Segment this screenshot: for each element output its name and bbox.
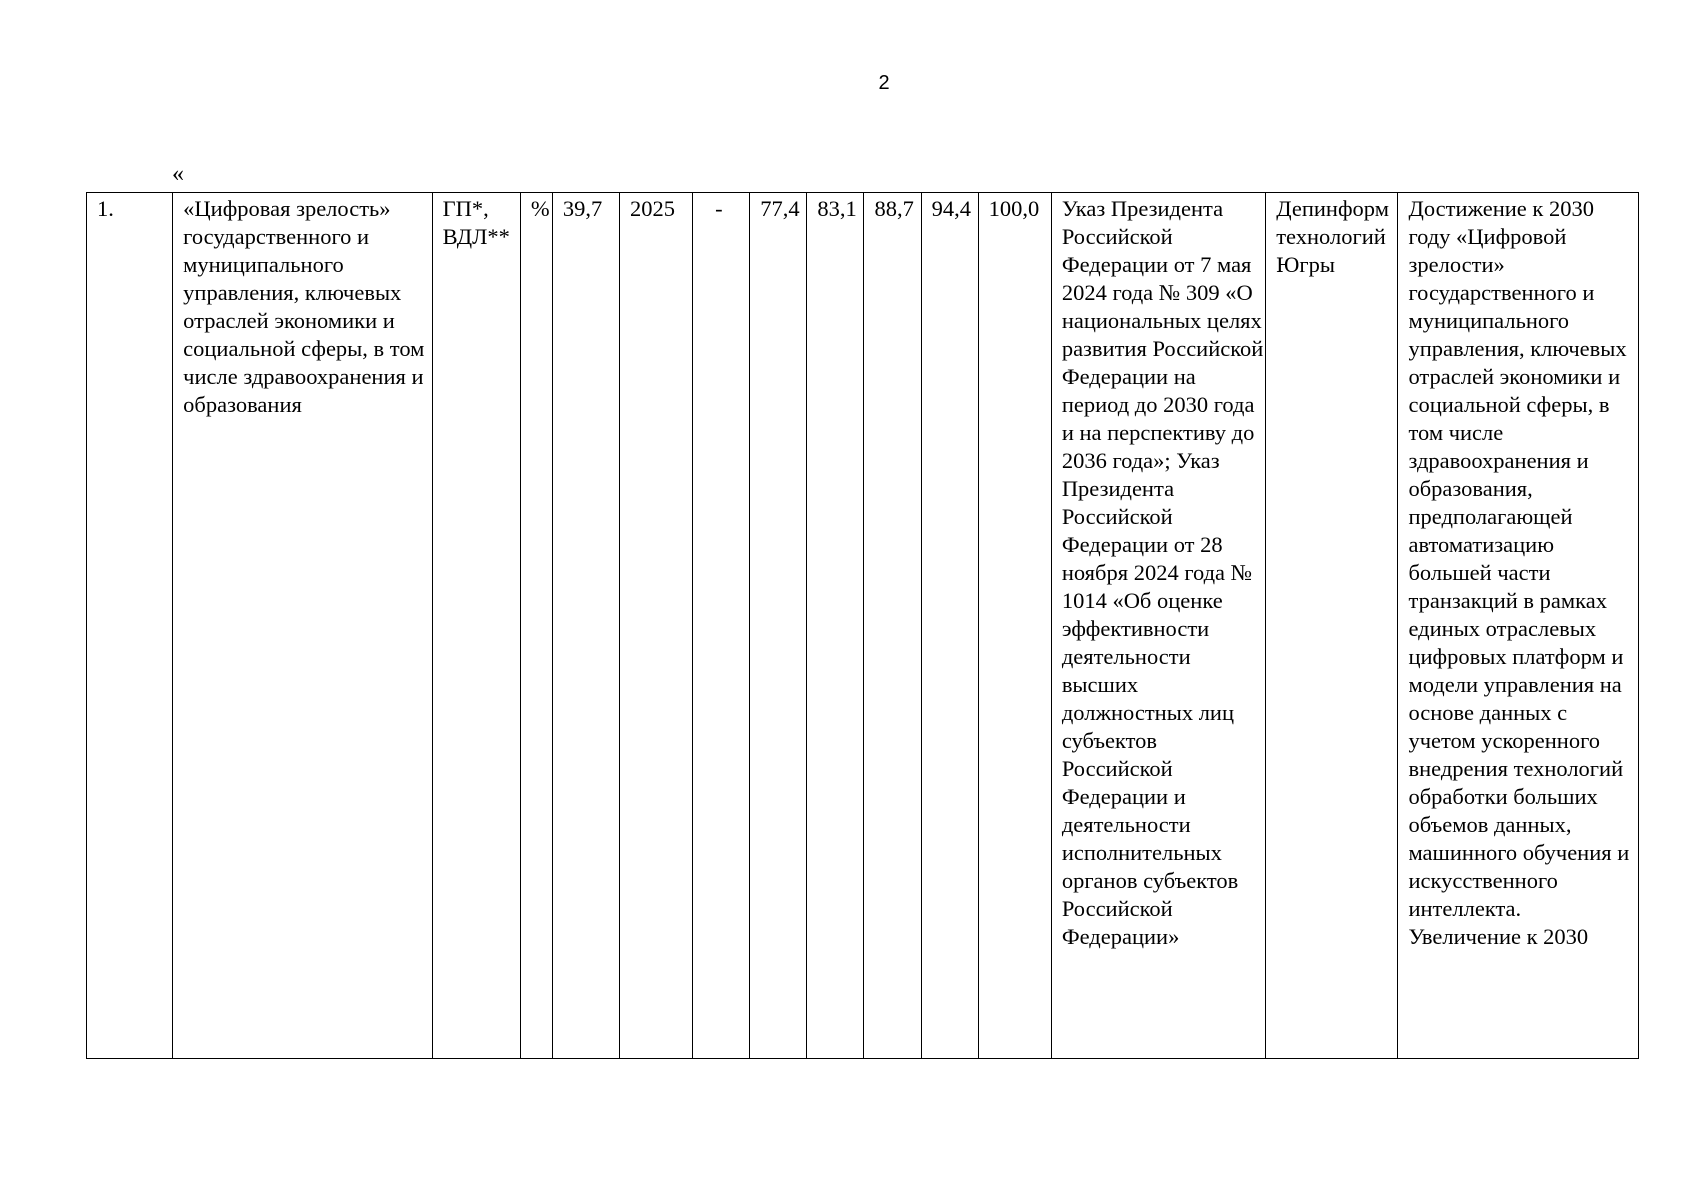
cell-base-year: 2025 xyxy=(619,193,692,1059)
cell-value-2030: 100,0 xyxy=(978,193,1051,1059)
cell-value-2027: 83,1 xyxy=(807,193,864,1059)
page-number: 2 xyxy=(878,72,890,94)
cell-legal-documents: Указ Президента Российской Федерации от 7 мая 2024 года № 309 «О национальных целях развития Российской Федерации на период до 2030 года и на перспективу до 2036 года»; Указ Президента Российской Федерации от 28 ноября 2024 года № 1014 «Об оценке эффективности деятельности высших должностных лиц субъектов Российской Федерации и деятельности исполнительных органов субъектов Российской Федерации» xyxy=(1051,193,1265,1059)
cell-value-2029: 94,4 xyxy=(921,193,978,1059)
cell-value-2028: 88,7 xyxy=(864,193,921,1059)
cell-goal-link: Достижение к 2030 году «Цифровой зрелости» государственного и муниципального управления, ключевых отраслей экономики и социальной сферы, в том числе здравоохранения и образования, предполагающей автоматизацию большей части транзакций в рамках единых отраслевых цифровых платформ и модели управления на основе данных с учетом ускоренного внедрения технологий обработки больших объемов данных, машинного обучения и искусственного интеллекта. Увеличение к 2030 xyxy=(1398,193,1639,1059)
cell-unit: % xyxy=(520,193,552,1059)
cell-value-2026: 77,4 xyxy=(750,193,807,1059)
cell-base-value: 39,7 xyxy=(552,193,619,1059)
table-row xyxy=(87,193,1639,1059)
indicators-table xyxy=(86,192,1639,1059)
opening-quote-mark: « xyxy=(172,161,184,187)
cell-row-number: 1. xyxy=(87,193,173,1059)
cell-indicator-name: «Цифровая зрелость» государственного и муниципального управления, ключевых отраслей экономики и социальной сферы, в том числе здравоохранения и образования xyxy=(173,193,433,1059)
cell-value-2025: - xyxy=(693,193,750,1059)
cell-responsible-body: Депинформтехнологий Югры xyxy=(1266,193,1398,1059)
cell-indicator-level: ГП*, ВДЛ** xyxy=(432,193,520,1059)
